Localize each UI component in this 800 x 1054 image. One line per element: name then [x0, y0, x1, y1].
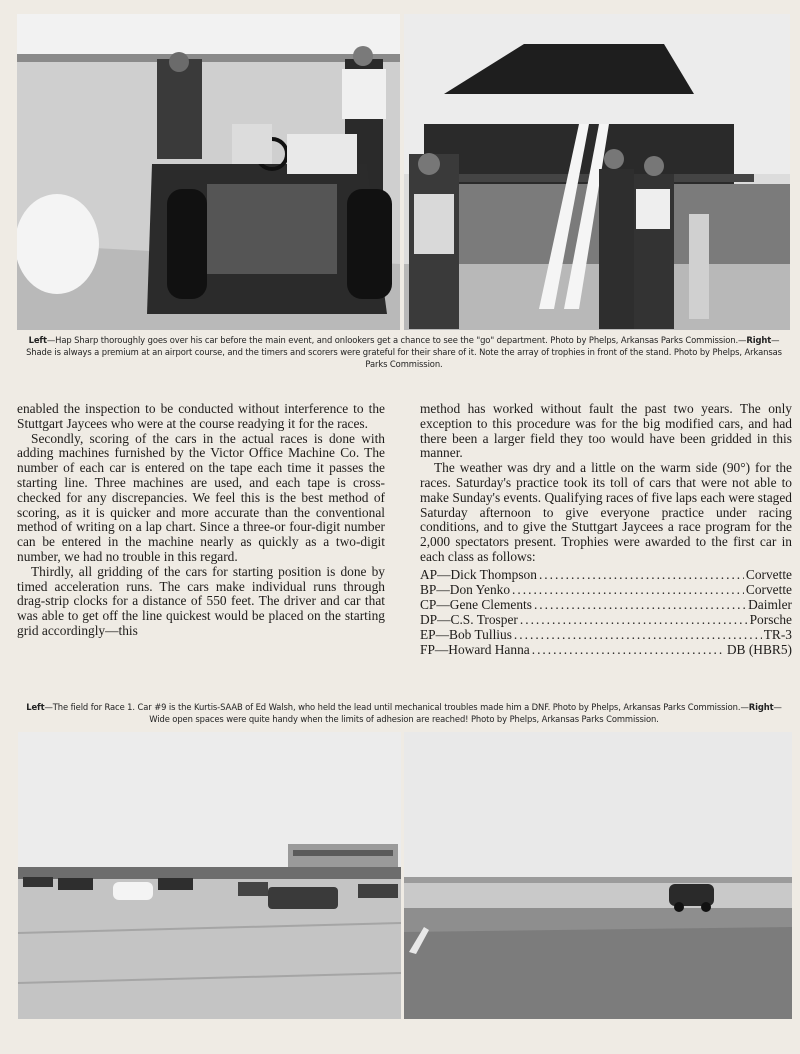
photo-hap-sharp-car	[17, 14, 400, 330]
photo-timing-stand	[404, 14, 790, 330]
caption-tag: Right	[746, 335, 772, 345]
trophy-car: Porsche	[749, 611, 792, 627]
caption-text: —Shade is always a premium at an airport course, and the timers and scorers were grateful for their share of it. Note the array of trophies in front of the stand. Photo by Phelps, Arkansas Parks Commission.	[26, 335, 782, 369]
trophy-row	[420, 567, 792, 582]
paragraph: The weather was dry and a little on the warm side (90°) for the races. Saturday's practice took its toll of cars that were not able to make Sunday's events. Qualifying races of five laps each were staged Saturday afternoon to give everyone practice under racing conditions, and to give the Stuttgart Jaycees a race program for the 2,000 spectators present. Trophies were awarded to the first car in each class as follows:	[420, 460, 792, 564]
photo-race-1-field	[18, 732, 401, 1019]
trophy-car: TR-3	[763, 626, 792, 642]
paragraph: Secondly, scoring of the cars in the actual races is done with adding machines furnished by the Victor Office Machine Co. The number of each car is entered on the tape each time it passes the starting line. Three machines are used, and each tape is cross-checked for any discrepancies. We feel this is the best method of scoring, as it is quicker and more accurate than the conventional method of writing on a lap chart. Since a three-or four-digit number can be entered in the machine nearly as quickly as a two-digit number, we had no trouble in this regard.	[17, 430, 385, 564]
trophy-car: Corvette	[745, 581, 792, 597]
caption-top	[18, 334, 790, 370]
trophy-row	[420, 597, 792, 612]
trophy-list	[420, 567, 792, 657]
trophy-entry: AP—Dick Thompson	[420, 566, 537, 582]
article-column-right	[420, 402, 792, 657]
trophy-entry: CP—Gene Clements	[420, 596, 532, 612]
trophy-car: Daimler	[748, 596, 792, 612]
trophy-entry: EP—Bob Tullius	[420, 626, 512, 642]
trophy-entry: FP—Howard Hanna	[420, 641, 530, 657]
caption-tag: Left	[28, 335, 47, 345]
article-column-left	[17, 402, 385, 639]
trophy-entry: DP—C.S. Trosper	[420, 611, 518, 627]
trophy-row	[420, 582, 792, 597]
paragraph: method has worked without fault the past two years. The only exception to this procedure was for the big modified cars, and had there been a larger field they too would have been gridded in this manner.	[420, 401, 792, 461]
caption-tag: Left	[26, 702, 45, 712]
caption-text: —Wide open spaces were quite handy when the limits of adhesion are reached! Photo by Phelps, Arkansas Parks Commission.	[149, 702, 782, 724]
trophy-row	[420, 642, 792, 657]
caption-text: —The field for Race 1. Car #9 is the Kurtis-SAAB of Ed Walsh, who held the lead until mechanical troubles made him a DNF. Photo by Phelps, Arkansas Parks Commission.—	[44, 702, 749, 712]
trophy-row	[420, 612, 792, 627]
trophy-entry: BP—Don Yenko	[420, 581, 511, 597]
trophy-car: Corvette	[745, 566, 792, 582]
trophy-car: DB (HBR5)	[726, 641, 792, 657]
caption-bottom	[18, 701, 790, 725]
trophy-row	[420, 627, 792, 642]
photo-open-spaces	[404, 732, 792, 1019]
caption-tag: Right	[748, 702, 774, 712]
caption-text: —Hap Sharp thoroughly goes over his car before the main event, and onlookers get a chance to see the "go" department. Photo by Phelps, Arkansas Parks Commission.—	[46, 335, 747, 345]
paragraph: enabled the inspection to be conducted without interference to the Stuttgart Jaycees who were at the course readying it for the races.	[17, 401, 385, 431]
paragraph: Thirdly, all gridding of the cars for starting position is done by timed acceleration runs. The cars make individual runs through drag-strip clocks for a distance of 550 feet. The driver and car that was able to get off the line quickest would be placed on the starting grid accordingly—this	[17, 563, 385, 638]
